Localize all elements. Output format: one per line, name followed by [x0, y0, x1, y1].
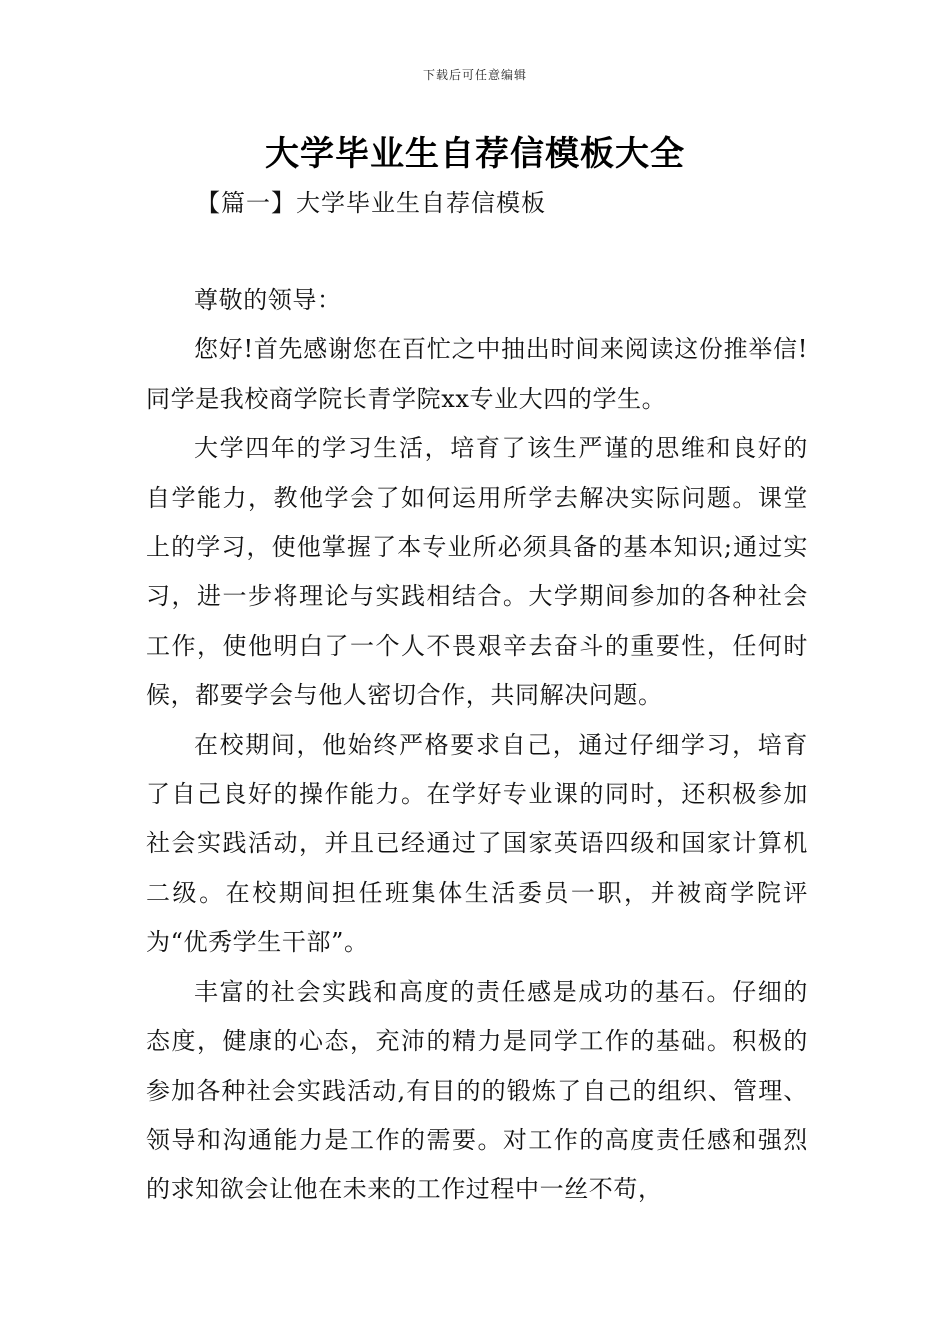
letter-body: [146, 276, 808, 1215]
section-heading: 【篇一】大学毕业生自荐信模板: [196, 189, 546, 217]
salutation: 尊敬的领导：: [194, 286, 342, 314]
paragraph-greeting: 您好!首先感谢您在百忙之中抽出时间来阅读这份推举信!同学是我校商学院长青学院xx专业大四的学生。: [146, 335, 808, 413]
paragraph-study: 大学四年的学习生活，培育了该生严谨的思维和良好的自学能力，教他学会了如何运用所学去解决实际问题。课堂上的学习，使他掌握了本专业所必须具备的基本知识;通过实习，进一步将理论与实践相结合。大学期间参加的各种社会工作，使他明白了一个人不畏艰辛去奋斗的重要性，任何时候，都要学会与他人密切合作，共同解决问题。: [146, 434, 808, 710]
paragraph-practice: 丰富的社会实践和高度的责任感是成功的基石。仔细的态度，健康的心态，充沛的精力是同学工作的基础。积极的参加各种社会实践活动,有目的的锻炼了自己的组织、管理、领导和沟通能力是工作的需要。对工作的高度责任感和强烈的求知欲会让他在未来的工作过程中一丝不苟，: [146, 977, 808, 1204]
document-title: 大学毕业生自荐信模板大全: [265, 134, 685, 174]
header-note: 下载后可任意编辑: [422, 68, 527, 82]
paragraph-campus: 在校期间，他始终严格要求自己，通过仔细学习，培育了自己良好的操作能力。在学好专业课的同时，还积极参加社会实践活动，并且已经通过了国家英语四级和国家计算机二级。在校期间担任班集体生活委员一职，并被商学院评为“优秀学生干部”。: [146, 730, 808, 957]
